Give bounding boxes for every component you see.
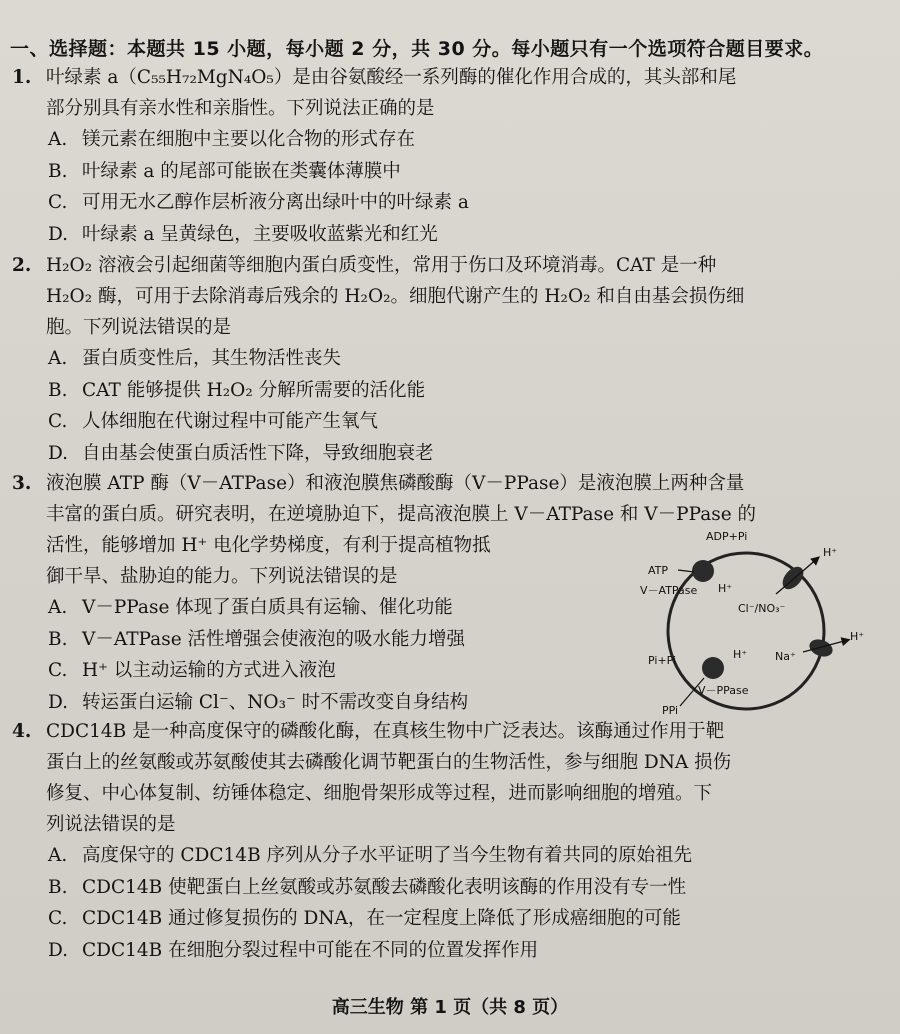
diagram-label-vatpase: V－ATPase [640, 584, 698, 597]
option-b[interactable]: B. CAT 能够提供 H₂O₂ 分解所需要的活化能 [48, 379, 426, 401]
question-number: 3. [12, 473, 32, 494]
option-d[interactable]: D. 自由基会使蛋白质活性下降，导致细胞衰老 [48, 442, 434, 464]
option-c[interactable]: C. CDC14B 通过修复损伤的 DNA，在一定程度上降低了形成癌细胞的可能 [48, 908, 681, 929]
diagram-label-atp: ATP [648, 564, 669, 577]
option-c[interactable]: C. 人体细胞在代谢过程中可能产生氧气 [48, 411, 379, 432]
question-stem-line: 1. 叶绿素 a（C₅₅H₇₂MgN₄O₅）是由谷氨酸经一系列酶的催化作用合成的，其头部和尾 [12, 62, 882, 93]
question-stem-line: H₂O₂ 酶，可用于去除消毒后残余的 H₂O₂。细胞代谢产生的 H₂O₂ 和自由基会损伤细 [46, 286, 745, 307]
option-a[interactable]: A. 镁元素在细胞中主要以化合物的形式存在 [48, 129, 416, 150]
question-stem-line: 部分别具有亲水性和亲脂性。下列说法正确的是 [46, 98, 435, 119]
option-c[interactable]: C. H⁺ 以主动运输的方式进入液泡 [48, 660, 336, 681]
option-b[interactable]: B. CDC14B 使靶蛋白上丝氨酸或苏氨酸去磷酸化表明该酶的作用没有专一性 [48, 876, 687, 898]
option-d[interactable]: D. 叶绿素 a 呈黄绿色，主要吸收蓝紫光和红光 [48, 223, 438, 245]
question-2 [12, 250, 882, 469]
diagram-label-h-top-right: H⁺ [823, 546, 838, 559]
question-stem-line: 活性，能够增加 H⁺ 电化学势梯度，有利于提高植物抵 [46, 535, 491, 556]
diagram-label-na: Na⁺ [775, 650, 796, 663]
na-antiporter-icon [807, 636, 835, 659]
question-number: 4. [12, 721, 32, 742]
question-stem-line: 列说法错误的是 [46, 814, 176, 835]
diagram-label-pi-pi: Pi+Pi [648, 654, 677, 667]
question-number: 1. [12, 67, 32, 88]
question-number: 2. [12, 255, 32, 276]
option-c[interactable]: C. 可用无水乙醇作层析液分离出绿叶中的叶绿素 a [48, 192, 469, 213]
section-title: 一、选择题：本题共 15 小题，每小题 2 分，共 30 分。每小题只有一个选项符合题目要求。 [10, 38, 824, 60]
question-stem-line: 修复、中心体复制、纺锤体稳定、细胞骨架形成等过程，进而影响细胞的增殖。下 [46, 783, 713, 804]
vacuole-membrane-diagram [618, 528, 868, 718]
option-b[interactable]: B. V－ATPase 活性增强会使液泡的吸水能力增强 [48, 628, 466, 650]
option-d[interactable]: D. CDC14B 在细胞分裂过程中可能在不同的位置发挥作用 [48, 939, 539, 961]
question-stem-line: 3. 液泡膜 ATP 酶（V－ATPase）和液泡膜焦磷酸酶（V－PPase）是液泡膜上两种含量 [12, 468, 882, 499]
question-stem-line: 蛋白上的丝氨酸或苏氨酸使其去磷酸化调节靶蛋白的生物活性，参与细胞 DNA 损伤 [46, 752, 732, 773]
option-a[interactable]: A. 蛋白质变性后，其生物活性丧失 [48, 348, 342, 369]
diagram-label-ppi: PPi [662, 704, 679, 717]
option-a[interactable]: A. V－PPase 体现了蛋白质具有运输、催化功能 [48, 597, 453, 618]
option-d[interactable]: D. 转运蛋白运输 Cl⁻、NO₃⁻ 时不需改变自身结构 [48, 691, 469, 713]
atp-arrow [678, 570, 694, 572]
question-1 [12, 62, 882, 250]
question-stem-line: 丰富的蛋白质。研究表明，在逆境胁迫下，提高液泡膜上 V－ATPase 和 V－PPase 的 [46, 504, 757, 525]
v-ppase-protein-icon [702, 657, 724, 679]
question-stem-line: 御干旱、盐胁迫的能力。下列说法错误的是 [46, 566, 398, 587]
question-stem-line: 2. H₂O₂ 溶液会引起细菌等细胞内蛋白质变性，常用于伤口及环境消毒。CAT 是一种 [12, 250, 882, 281]
diagram-label-cl-no3: Cl⁻/NO₃⁻ [738, 602, 786, 615]
diagram-label-vppase: V－PPase [698, 684, 749, 697]
page-footer: 高三生物 第 1 页（共 8 页） [331, 997, 569, 1018]
diagram-label-adp: ADP+Pi [706, 530, 748, 543]
question-stem-line: 胞。下列说法错误的是 [46, 317, 232, 338]
v-atpase-protein-icon [692, 560, 714, 582]
option-a[interactable]: A. 高度保守的 CDC14B 序列从分子水平证明了当今生物有着共同的原始祖先 [48, 845, 693, 866]
question-4 [12, 716, 882, 966]
option-b[interactable]: B. 叶绿素 a 的尾部可能嵌在类囊体薄膜中 [48, 160, 401, 182]
diagram-label-h-inner: H⁺ [718, 582, 733, 595]
diagram-label-h-bottom: H⁺ [733, 648, 748, 661]
diagram-label-h-right: H⁺ [850, 630, 865, 643]
question-stem-line: 4. CDC14B 是一种高度保守的磷酸化酶，在真核生物中广泛表达。该酶通过作用于靶 [12, 716, 882, 747]
